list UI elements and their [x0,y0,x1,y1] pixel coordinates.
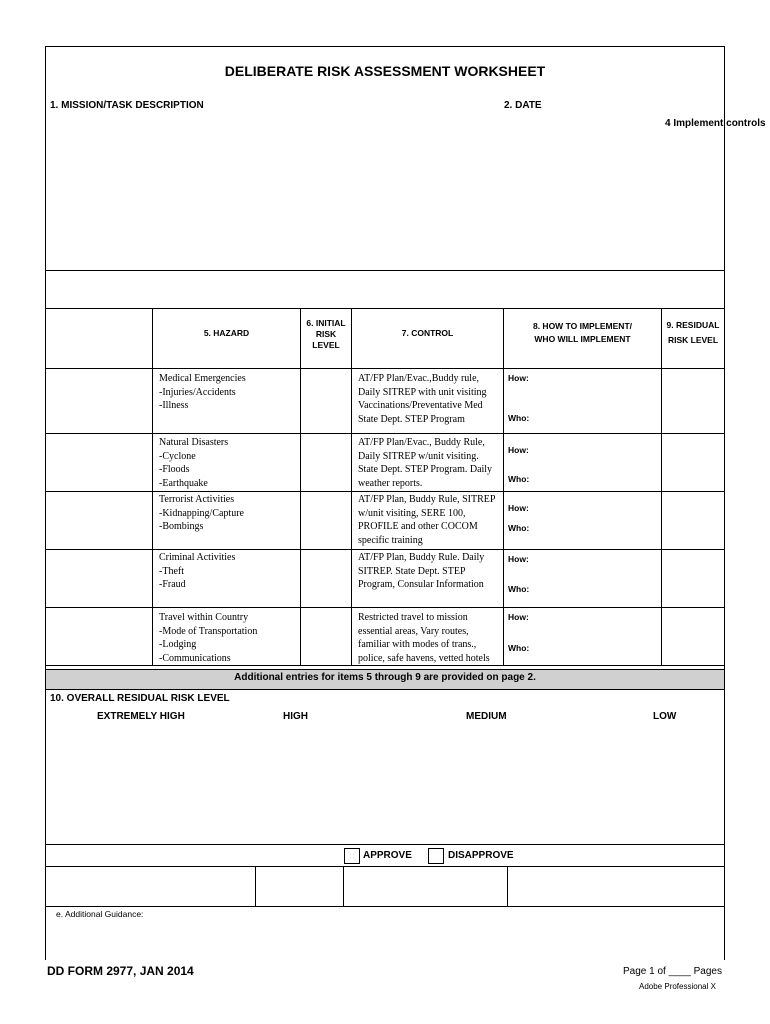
who-label: Who: [508,523,530,533]
form-left-border [45,46,46,960]
form-title: DELIBERATE RISK ASSESSMENT WORKSHEET [224,63,546,79]
disapprove-label: DISAPPROVE [448,850,514,861]
row-line [45,549,725,550]
control-cell: AT/FP Plan/Evac.,Buddy rule, Daily SITREP with unit visiting Vaccinations/Preventative Med State Dept. STEP Program [358,373,487,425]
page-count: Page 1 of ____ Pages [623,966,722,977]
risk-high[interactable]: HIGH [283,711,308,722]
table-col-line [503,308,504,665]
risk-extremely-high[interactable]: EXTREMELY HIGH [97,711,185,722]
how-label: How: [508,445,529,455]
table-col-line [351,308,352,665]
who-label: Who: [508,643,530,653]
who-label: Who: [508,413,530,423]
divider [45,270,725,271]
how-to-implement-header: 8. HOW TO IMPLEMENT/ WHO WILL IMPLEMENT [532,321,632,344]
row-line [45,491,725,492]
unit-info-field[interactable] [48,273,722,305]
who-label: Who: [508,584,530,594]
risk-medium[interactable]: MEDIUM [466,711,507,722]
additional-guidance-label: e. Additional Guidance: [56,909,144,919]
who-label: Who: [508,474,530,484]
disapprove-checkbox[interactable] [428,848,444,864]
control-cell: Restricted travel to mission essential areas, Vary routes, familiar with modes of trans., police, safe havens, vetted hotels [358,612,490,664]
form-right-border [724,46,725,960]
table-top-border [45,308,725,309]
row-line [45,665,725,666]
hazard-cell: Medical Emergencies -Injuries/Accidents -Illness [159,373,246,411]
control-cell: AT/FP Plan/Evac., Buddy Rule, Daily SITREP w/unit visiting. State Dept. STEP Program. Daily weather reports. [358,437,493,489]
divider [45,844,725,845]
control-cell: AT/FP Plan, Buddy Rule. Daily SITREP. State Dept. STEP Program, Consular Information [358,552,485,590]
how-label: How: [508,373,529,383]
control-cell: AT/FP Plan, Buddy Rule, SITREP w/unit visiting, SERE 100, PROFILE and other COCOM specific training [358,494,496,546]
signature-col-line [343,866,344,906]
divider [45,906,725,907]
table-col-line [152,308,153,665]
date-field[interactable] [504,114,654,132]
approve-checkbox[interactable] [344,848,360,864]
control-header: 7. CONTROL [401,328,454,338]
mission-task-field[interactable] [48,114,488,264]
hazard-cell: Travel within Country -Mode of Transportation -Lodging -Communications [159,612,258,664]
software-note: Adobe Professional X [639,982,716,991]
row-line [45,433,725,434]
form-top-border [45,46,725,47]
divider [45,866,725,867]
hazard-cell: Natural Disasters -Cyclone -Floods -Earthquake [159,437,229,489]
risk-low[interactable]: LOW [653,711,677,722]
hazard-cell: Criminal Activities -Theft -Fraud [159,552,236,590]
hazard-cell: Terrorist Activities -Kidnapping/Capture -Bombings [159,494,244,532]
row-line [45,368,725,369]
residual-risk-header: 9. RESIDUAL RISK LEVEL [666,320,720,345]
approve-label: APPROVE [363,850,412,861]
mission-task-label: 1. MISSION/TASK DESCRIPTION [50,100,204,111]
how-label: How: [508,612,529,622]
hazard-header: 5. HAZARD [203,328,250,338]
signature-col-line [507,866,508,906]
table-col-line [300,308,301,665]
how-label: How: [508,503,529,513]
date-label: 2. DATE [504,100,542,111]
initial-risk-header: 6. INITIAL RISK LEVEL [306,318,346,350]
row-line [45,607,725,608]
form-number: DD FORM 2977, JAN 2014 [47,964,194,978]
additional-entries-text: Additional entries for items 5 through 9 are provided on page 2. [234,672,536,683]
how-label: How: [508,554,529,564]
overall-risk-label: 10. OVERALL RESIDUAL RISK LEVEL [50,693,230,704]
implement-controls-label: 4 Implement controls [665,118,766,129]
table-col-line [661,308,662,665]
signature-col-line [255,866,256,906]
